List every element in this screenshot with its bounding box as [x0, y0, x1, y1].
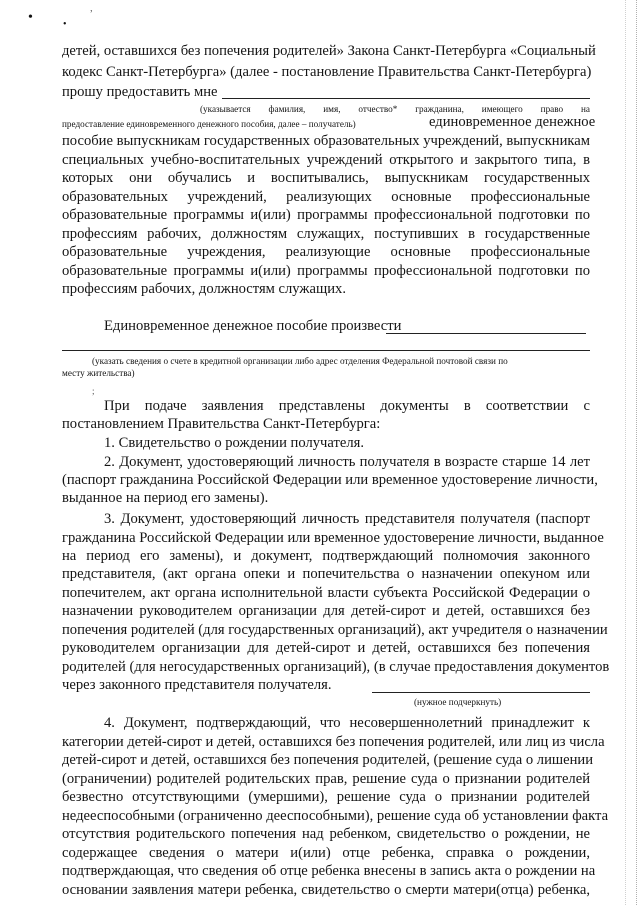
- body-line: образовательные программы и(или) программы профессиональной подготовки по: [62, 207, 590, 223]
- document-item-4-line: детей-сирот и детей, оставшихся без попечения родителей, (решение суда о лишении: [62, 752, 594, 768]
- document-item-4-line: 4. Документ, подтверждающий, что несовершеннолетний принадлежит к: [104, 715, 590, 731]
- scan-speck: ;: [92, 386, 95, 396]
- intro-line: кодекс Санкт-Петербурга» (далее - постановление Правительства Санкт-Петербурга): [62, 64, 592, 80]
- payment-details-hint: (указать сведения о счете в кредитной организации либо адрес отделения Федеральной почтовой связи по: [92, 356, 508, 366]
- document-item-4-line: безвестно отсутствующими (умершими), решение суда о признании родителей: [62, 789, 590, 805]
- scan-speck: •: [63, 19, 67, 30]
- document-item-1: 1. Свидетельство о рождении получателя.: [104, 435, 364, 451]
- body-line: профессиям рабочих, должностям служащих, поступивших в государственные: [62, 226, 590, 242]
- document-item-3-line: попечителем, акт органа исполнительной власти субъекта Российской Федерации о: [62, 585, 590, 601]
- document-item-3-line: на период его замены), и документ, подтверждающий полномочия законного: [62, 548, 590, 564]
- document-item-4-line: недееспособными (ограниченно дееспособными), решение суда об установлении факта: [62, 808, 609, 824]
- scan-speck: •: [28, 10, 33, 25]
- document-item-4-line: категории детей-сирот и детей, оставшихся без попечения родителей, или лиц из числа: [62, 734, 605, 750]
- scan-speck: ,: [90, 2, 93, 14]
- document-item-3-line: родителей (для негосударственных организаций), (в случае предоставления документов: [62, 659, 610, 675]
- underline-hint: (нужное подчеркнуть): [414, 697, 502, 707]
- document-item-3-line: руководителем организации для детей-сирот и детей, оставшихся без попечения: [62, 640, 590, 656]
- document-item-2-line: 2. Документ, удостоверяющий личность получателя в возрасте старше 14 лет: [104, 454, 590, 470]
- applicant-name-hint: (указывается фамилия, имя, отчество* гражданина, имеющего право на: [200, 104, 590, 114]
- representative-blank[interactable]: [372, 692, 590, 693]
- document-item-3-line: 3. Документ, удостоверяющий личность представителя получателя (паспорт: [104, 511, 590, 527]
- document-item-3-line: представителя, (акт органа опеки и попечительства о назначении опекуном или: [62, 566, 590, 582]
- documents-intro-line: При подаче заявления представлены документы в соответствии с: [104, 398, 590, 414]
- body-line: образовательные программы и(или) программы профессиональной подготовки по: [62, 263, 590, 279]
- document-item-3-line: назначении руководителем организации для детей-сирот и детей, оставшихся без: [62, 603, 590, 619]
- document-item-4-line: подтверждающая, что сведения об отце ребенка внесены в запись акта о рождении на: [62, 863, 596, 879]
- body-line: образовательные учреждения, реализующие основные профессиональные: [62, 244, 590, 260]
- scan-edge-line: [625, 0, 626, 905]
- document-item-3-line: через законного представителя получателя.: [62, 677, 332, 693]
- document-item-2-line: выданное на период его замены).: [62, 490, 269, 506]
- payment-details-blank-2[interactable]: [62, 350, 590, 351]
- payment-details-blank[interactable]: [386, 333, 586, 334]
- body-line: которых они обучались и воспитывались, выпускникам государственных: [62, 170, 590, 186]
- applicant-name-hint: предоставление единовременного денежного пособия, далее – получатель): [62, 119, 356, 129]
- body-line: образовательных учреждений, реализующих основные профессиональные: [62, 189, 590, 205]
- payment-label: Единовременное денежное пособие произвести: [104, 318, 402, 334]
- document-item-3-line: гражданина Российской Федерации или временное удостоверение личности, выданное: [62, 530, 604, 546]
- body-line: пособие выпускникам государственных образовательных учреждений, выпускникам: [62, 133, 590, 149]
- document-item-4-line: содержащее сведения о матери и(или) отце ребенка, справка о рождении,: [62, 845, 590, 861]
- body-line: специальных учебно-воспитательных учреждений открытого и закрытого типа, в: [62, 152, 590, 168]
- applicant-name-blank[interactable]: [222, 98, 590, 99]
- intro-line: детей, оставшихся без попечения родителей» Закона Санкт-Петербурга «Социальный: [62, 43, 596, 59]
- intro-line: прошу предоставить мне: [62, 84, 218, 100]
- document-item-4-line: основании заявления матери ребенка, свидетельство о смерти матери(отца) ребенка,: [62, 882, 590, 898]
- body-line: единовременное денежное: [429, 114, 596, 130]
- document-item-3-line: попечения родителей (для государственных организаций), акт учредителя о назначении: [62, 622, 608, 638]
- document-item-4-line: (ограничении) родителей родительских прав, решение суда о признании родителей: [62, 771, 590, 787]
- scan-edge-line: [636, 0, 637, 905]
- documents-intro-line: постановлением Правительства Санкт-Петербурга:: [62, 416, 381, 432]
- body-line: профессиям рабочих, должностям служащих.: [62, 281, 346, 297]
- payment-details-hint: месту жительства): [62, 368, 135, 378]
- document-item-4-line: отсутствия родительского попечения над ребенком, свидетельство о рождении, не: [62, 826, 590, 842]
- document-item-2-line: (паспорт гражданина Российской Федерации или временное удостоверение личности,: [62, 472, 598, 488]
